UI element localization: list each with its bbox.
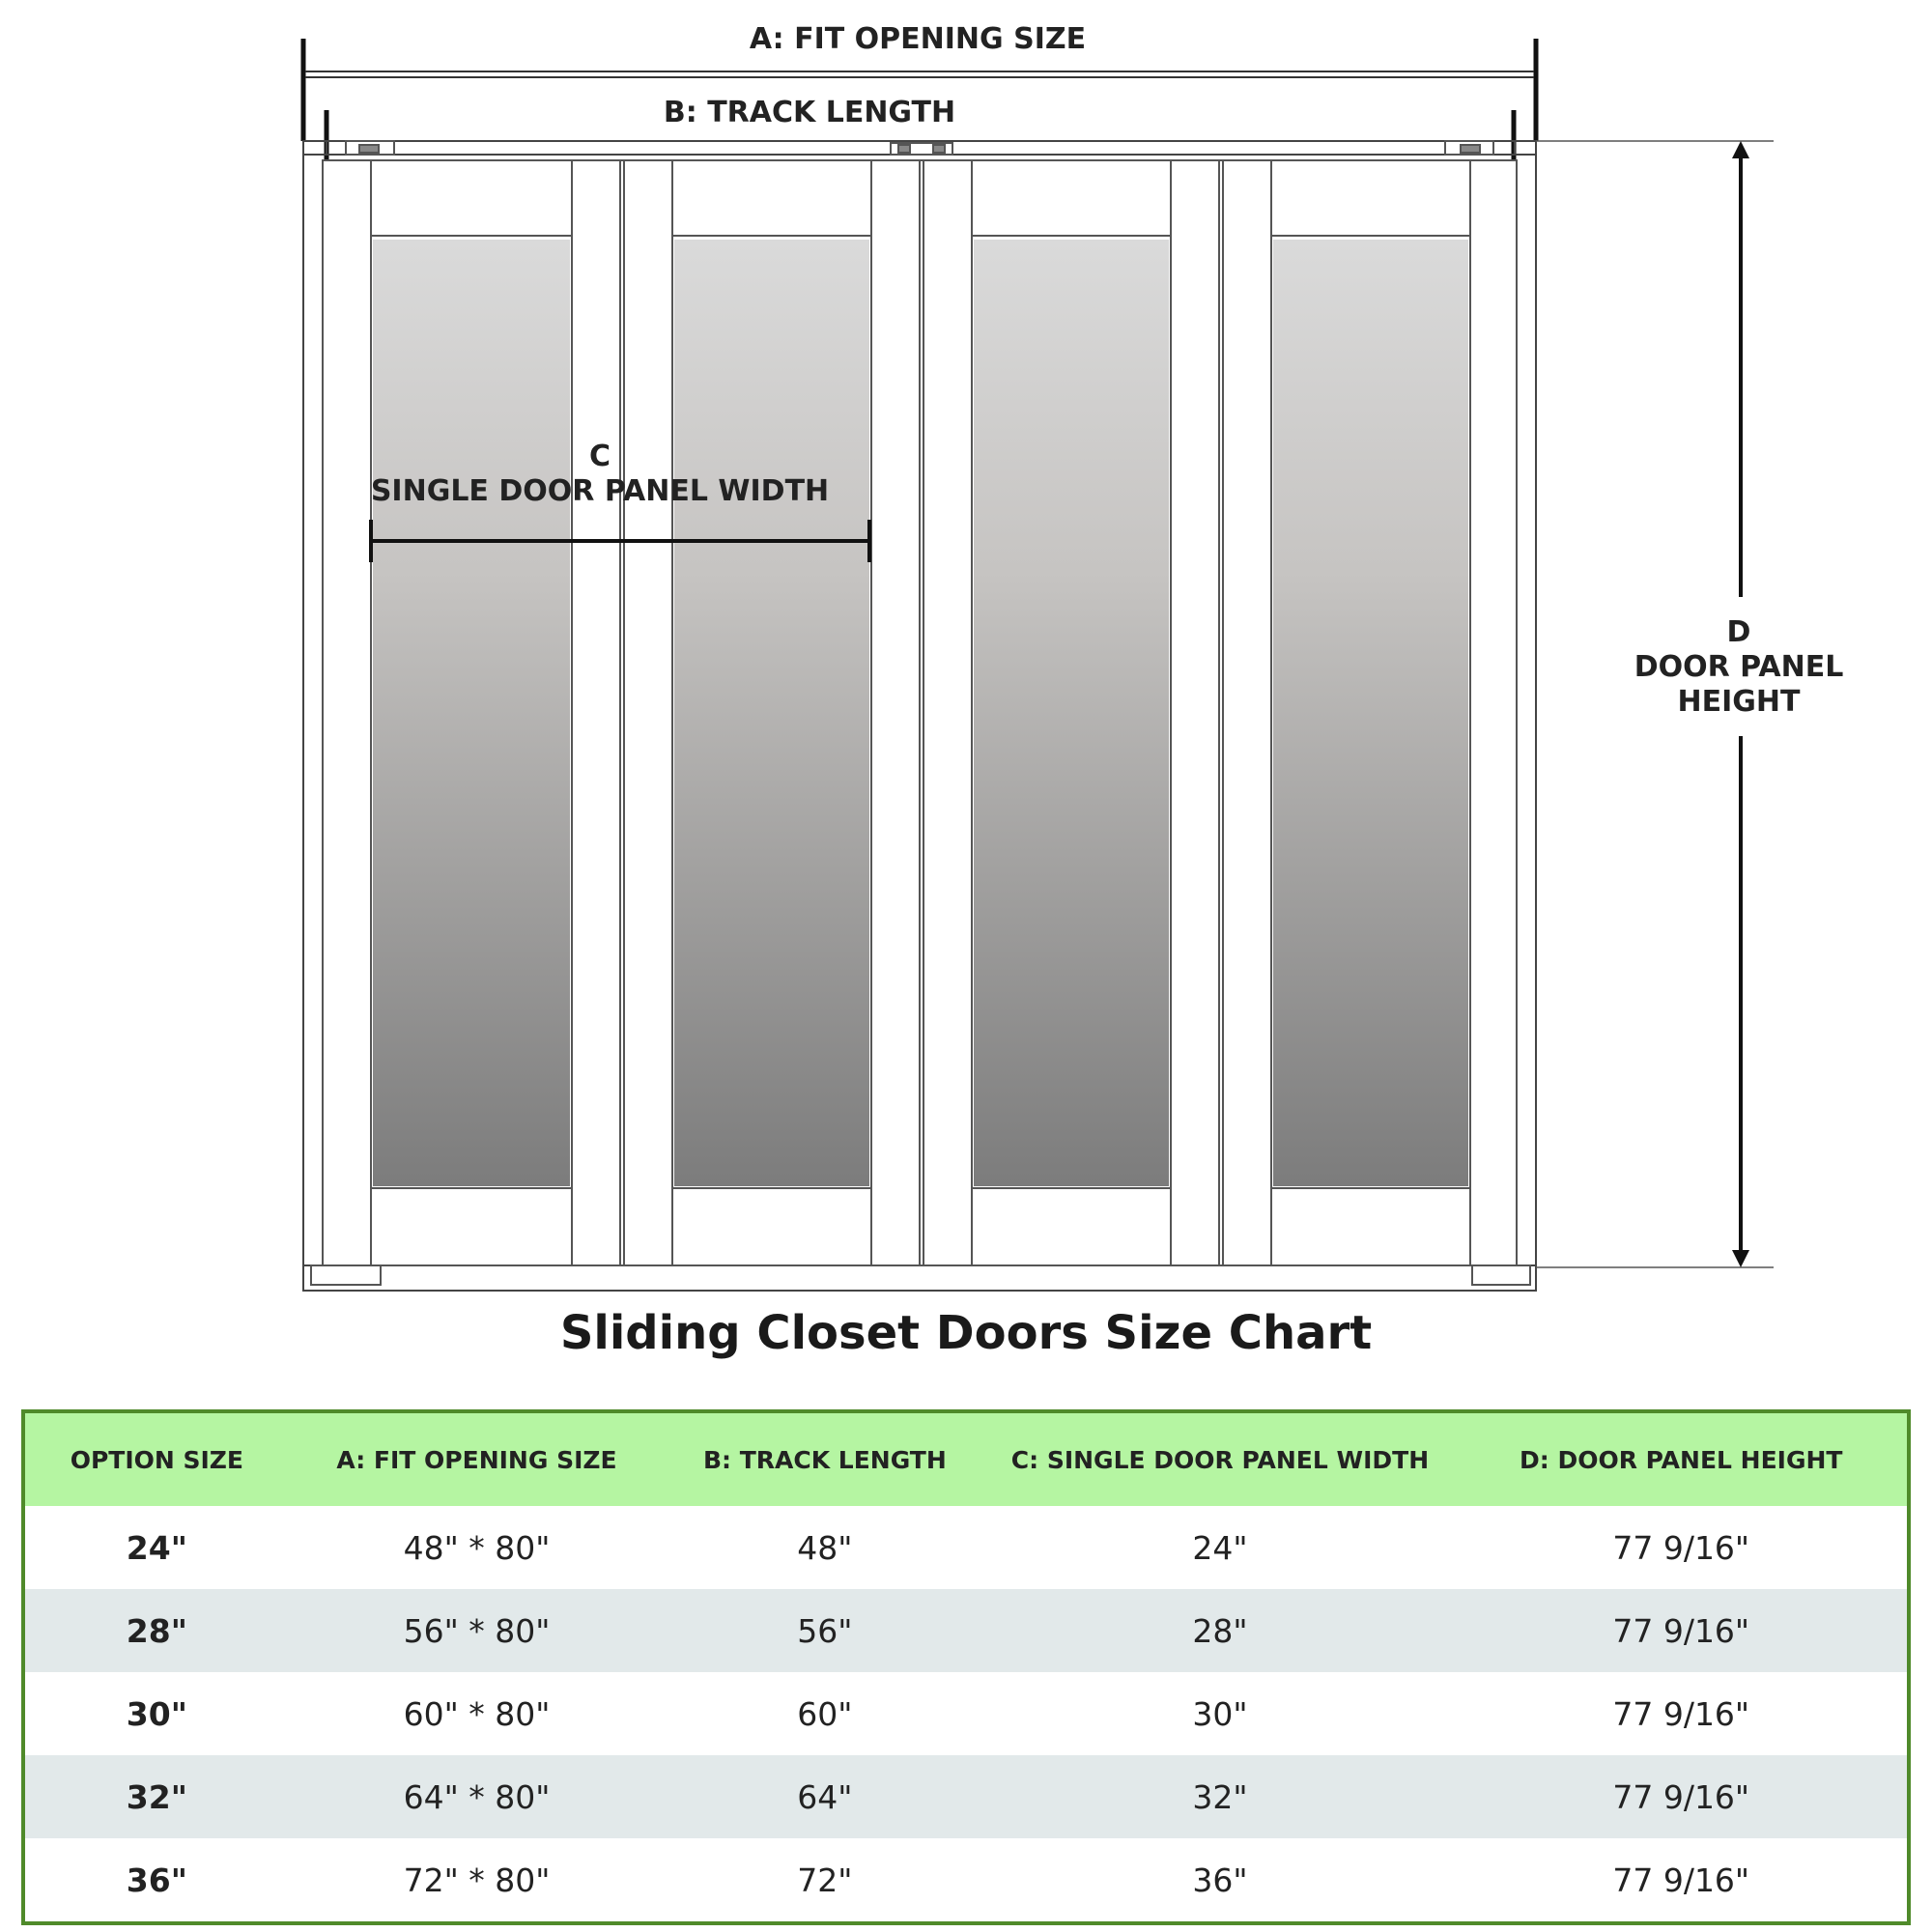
cell-option-size: 30" — [126, 1694, 187, 1733]
cell-panel-height: 77 9/16" — [1455, 1589, 1909, 1672]
dimension-c-label: SINGLE DOOR PANEL WIDTH — [370, 474, 830, 508]
cell-panel-width: 24" — [1192, 1528, 1248, 1567]
dimension-d-line1: DOOR PANEL — [1634, 650, 1844, 684]
table-row — [23, 1672, 1909, 1755]
cell-track-length: 60" — [797, 1694, 853, 1733]
cell-fit-opening-size: 72" * 80" — [403, 1861, 551, 1899]
glass-panel-2 — [674, 240, 869, 1186]
header-single-door-panel-width: C: SINGLE DOOR PANEL WIDTH — [984, 1411, 1455, 1506]
cell-panel-width: 32" — [984, 1755, 1455, 1838]
cell-panel-height: 77 9/16" — [1612, 1861, 1750, 1899]
dimension-a-label: A: FIT OPENING SIZE — [749, 22, 1087, 56]
cell-panel-width: 36" — [1192, 1861, 1248, 1899]
glass-panel-1 — [373, 240, 570, 1186]
dimension-d-letter: D — [1726, 615, 1751, 649]
chart-title: Sliding Closet Doors Size Chart — [559, 1306, 1373, 1360]
table-row — [23, 1755, 1909, 1838]
table-row — [23, 1506, 1909, 1589]
glass-panel-3 — [974, 240, 1169, 1186]
header-door-panel-height: D: DOOR PANEL HEIGHT — [1455, 1411, 1909, 1506]
table-row — [23, 1589, 1909, 1672]
table-row — [23, 1838, 1909, 1923]
cell-track-length: 56" — [665, 1589, 984, 1672]
header-track-length: B: TRACK LENGTH — [665, 1411, 984, 1506]
header-option-size: OPTION SIZE — [23, 1411, 289, 1506]
cell-option-size: 24" — [126, 1528, 187, 1567]
cell-track-length: 72" — [797, 1861, 853, 1899]
cell-panel-height: 77 9/16" — [1455, 1755, 1909, 1838]
dimension-d — [1536, 141, 1843, 1267]
table-header-row — [23, 1411, 1909, 1506]
header-fit-opening-size: A: FIT OPENING SIZE — [289, 1411, 666, 1506]
cell-panel-height: 77 9/16" — [1612, 1528, 1750, 1567]
dimension-d-line2: HEIGHT — [1677, 685, 1801, 719]
glass-panel-4 — [1273, 240, 1468, 1186]
cell-fit-opening-size: 60" * 80" — [403, 1694, 551, 1733]
dimension-c-letter: C — [588, 440, 611, 473]
cell-option-size: 36" — [126, 1861, 187, 1899]
cell-option-size: 28" — [23, 1589, 289, 1672]
cell-fit-opening-size: 56" * 80" — [289, 1589, 666, 1672]
cell-fit-opening-size: 48" * 80" — [403, 1528, 551, 1567]
arrow-up-icon — [1732, 141, 1749, 158]
arrow-down-icon — [1732, 1250, 1749, 1267]
cell-option-size: 32" — [23, 1755, 289, 1838]
cell-track-length: 48" — [797, 1528, 853, 1567]
size-chart-table — [21, 1409, 1911, 1925]
cell-track-length: 64" — [665, 1755, 984, 1838]
cell-fit-opening-size: 64" * 80" — [289, 1755, 666, 1838]
dimension-b-label: B: TRACK LENGTH — [663, 96, 956, 129]
cell-panel-height: 77 9/16" — [1612, 1694, 1750, 1733]
cell-panel-width: 28" — [984, 1589, 1455, 1672]
cell-panel-width: 30" — [1192, 1694, 1248, 1733]
door-panels — [323, 160, 1517, 1265]
